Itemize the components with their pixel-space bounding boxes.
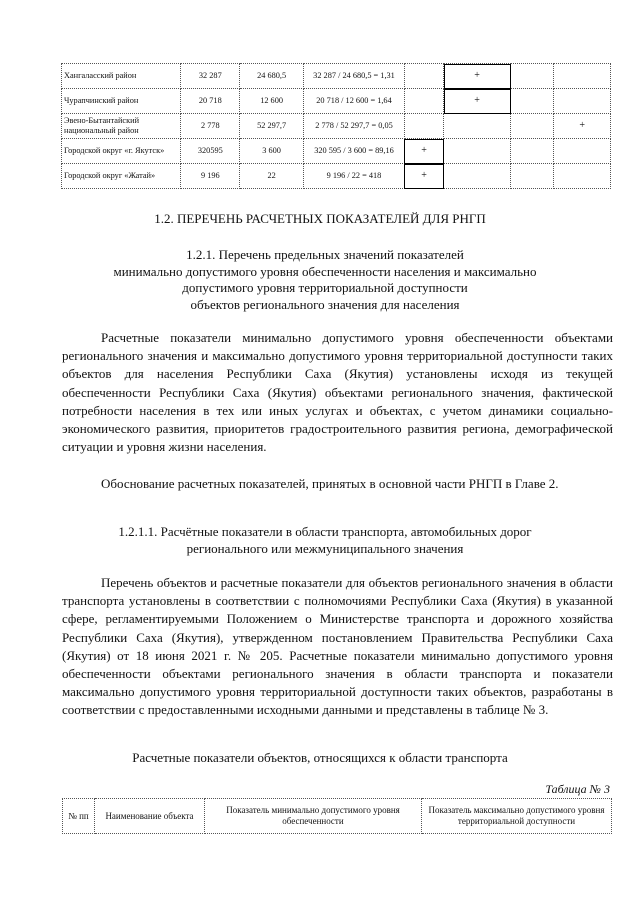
table-row xyxy=(62,89,611,114)
empty-cell xyxy=(511,164,554,189)
empty-cell xyxy=(554,64,611,89)
empty-cell xyxy=(554,164,611,189)
plus-mark: + xyxy=(554,114,611,139)
subsection-heading-line: допустимого уровня территориальной доступности xyxy=(182,280,468,295)
calculation: 320 595 / 3 600 = 89,16 xyxy=(304,139,405,164)
table-title: Расчетные показатели объектов, относящихся к области транспорта xyxy=(132,750,508,765)
table-row xyxy=(62,164,611,189)
empty-cell xyxy=(554,139,611,164)
column-header-name: Наименование объекта xyxy=(95,799,205,834)
calculation: 2 778 / 52 297,7 = 0,05 xyxy=(304,114,405,139)
subsection-heading xyxy=(60,247,590,313)
empty-cell xyxy=(444,164,511,189)
subsubsection-heading-line: регионального или межмуниципального значения xyxy=(186,540,464,556)
column-header-min-level: Показатель минимально допустимого уровня обеспеченности xyxy=(205,799,422,834)
plus-mark: + xyxy=(444,64,511,89)
transport-indicator-table xyxy=(62,798,612,834)
plus-mark: + xyxy=(444,89,511,114)
district-name: Эвено-Бытантайский национальный район xyxy=(62,114,181,139)
empty-cell xyxy=(444,139,511,164)
table-caption: Таблица № 3 xyxy=(545,782,610,796)
subsection-heading-line: объектов регионального значения для населения xyxy=(190,296,460,312)
calculation: 20 718 / 12 600 = 1,64 xyxy=(304,89,405,114)
population-value: 32 287 xyxy=(181,64,240,89)
district-name: Городской округ «Жатай» xyxy=(62,164,181,189)
population-value: 9 196 xyxy=(181,164,240,189)
table-row xyxy=(62,139,611,164)
base-value: 3 600 xyxy=(240,139,304,164)
calculation: 32 287 / 24 680,5 = 1,31 xyxy=(304,64,405,89)
subsubsection-heading xyxy=(60,524,590,557)
district-name: Чурапчинский район xyxy=(62,89,181,114)
population-value: 320595 xyxy=(181,139,240,164)
base-value: 22 xyxy=(240,164,304,189)
plus-mark: + xyxy=(404,164,443,189)
table-row xyxy=(62,114,611,139)
paragraph-transport: Перечень объектов и расчетные показатели для объектов регионального значения в области транспорта установлены в соответствии с полномочиями Республики Саха (Якутия) в указанной сфере, регламентируемыми Положением о Министерстве транспорта и дорожного хозяйства Республики Саха (Якутия), утвержденном постановлением Правительства Республики Саха (Якутия) от 18 июня 2021 г. № 205. Расчетные показатели минимально допустимого уровня обеспеченности объектами регионального значения в области транспорта и показатели максимально допустимого уровня территориальной доступности таких объектов, разработаны в соответствии с предоставленными исходными данными и представлены в таблице № 3. xyxy=(62,575,613,718)
district-name: Хангаласский район xyxy=(62,64,181,89)
empty-cell xyxy=(554,89,611,114)
subsubsection-heading-line: 1.2.1.1. Расчётные показатели в области транспорта, автомобильных дорог xyxy=(118,524,532,539)
column-header-number: № пп xyxy=(63,799,95,834)
empty-cell xyxy=(511,64,554,89)
subsection-heading-line: 1.2.1. Перечень предельных значений показателей xyxy=(186,247,464,262)
empty-cell xyxy=(511,139,554,164)
population-value: 2 778 xyxy=(181,114,240,139)
paragraph-intro: Расчетные показатели минимально допустимого уровня обеспеченности объектами регионального значения и максимально допустимого уровня территориальной доступности таких объектов для населения Республики Саха (Якутия) установлены исходя из текущей обеспеченности Республики Саха (Якутия) объектами регионального значения, фактической потребности населения в тех или иных услугах и объектах, с учетом динамики социально-экономического развития, приоритетов градостроительного развития региона, демографической ситуации и уровня жизни населения. xyxy=(62,330,613,455)
table-header-row xyxy=(63,799,612,834)
empty-cell xyxy=(404,114,443,139)
district-indicator-table xyxy=(61,63,611,189)
base-value: 52 297,7 xyxy=(240,114,304,139)
empty-cell xyxy=(444,114,511,139)
population-value: 20 718 xyxy=(181,89,240,114)
empty-cell xyxy=(511,89,554,114)
column-header-max-access: Показатель максимально допустимого уровня территориальной доступности xyxy=(422,799,612,834)
table-row xyxy=(62,64,611,89)
section-heading: 1.2. ПЕРЕЧЕНЬ РАСЧЕТНЫХ ПОКАЗАТЕЛЕЙ ДЛЯ РНГП xyxy=(154,211,486,226)
base-value: 12 600 xyxy=(240,89,304,114)
paragraph-justification: Обоснование расчетных показателей, принятых в основной части РНГП в Главе 2. xyxy=(101,476,559,491)
empty-cell xyxy=(404,64,443,89)
empty-cell xyxy=(511,114,554,139)
calculation: 9 196 / 22 = 418 xyxy=(304,164,405,189)
empty-cell xyxy=(404,89,443,114)
plus-mark: + xyxy=(404,139,443,164)
subsection-heading-line: минимально допустимого уровня обеспеченности населения и максимально xyxy=(113,263,537,279)
base-value: 24 680,5 xyxy=(240,64,304,89)
district-name: Городской округ «г. Якутск» xyxy=(62,139,181,164)
